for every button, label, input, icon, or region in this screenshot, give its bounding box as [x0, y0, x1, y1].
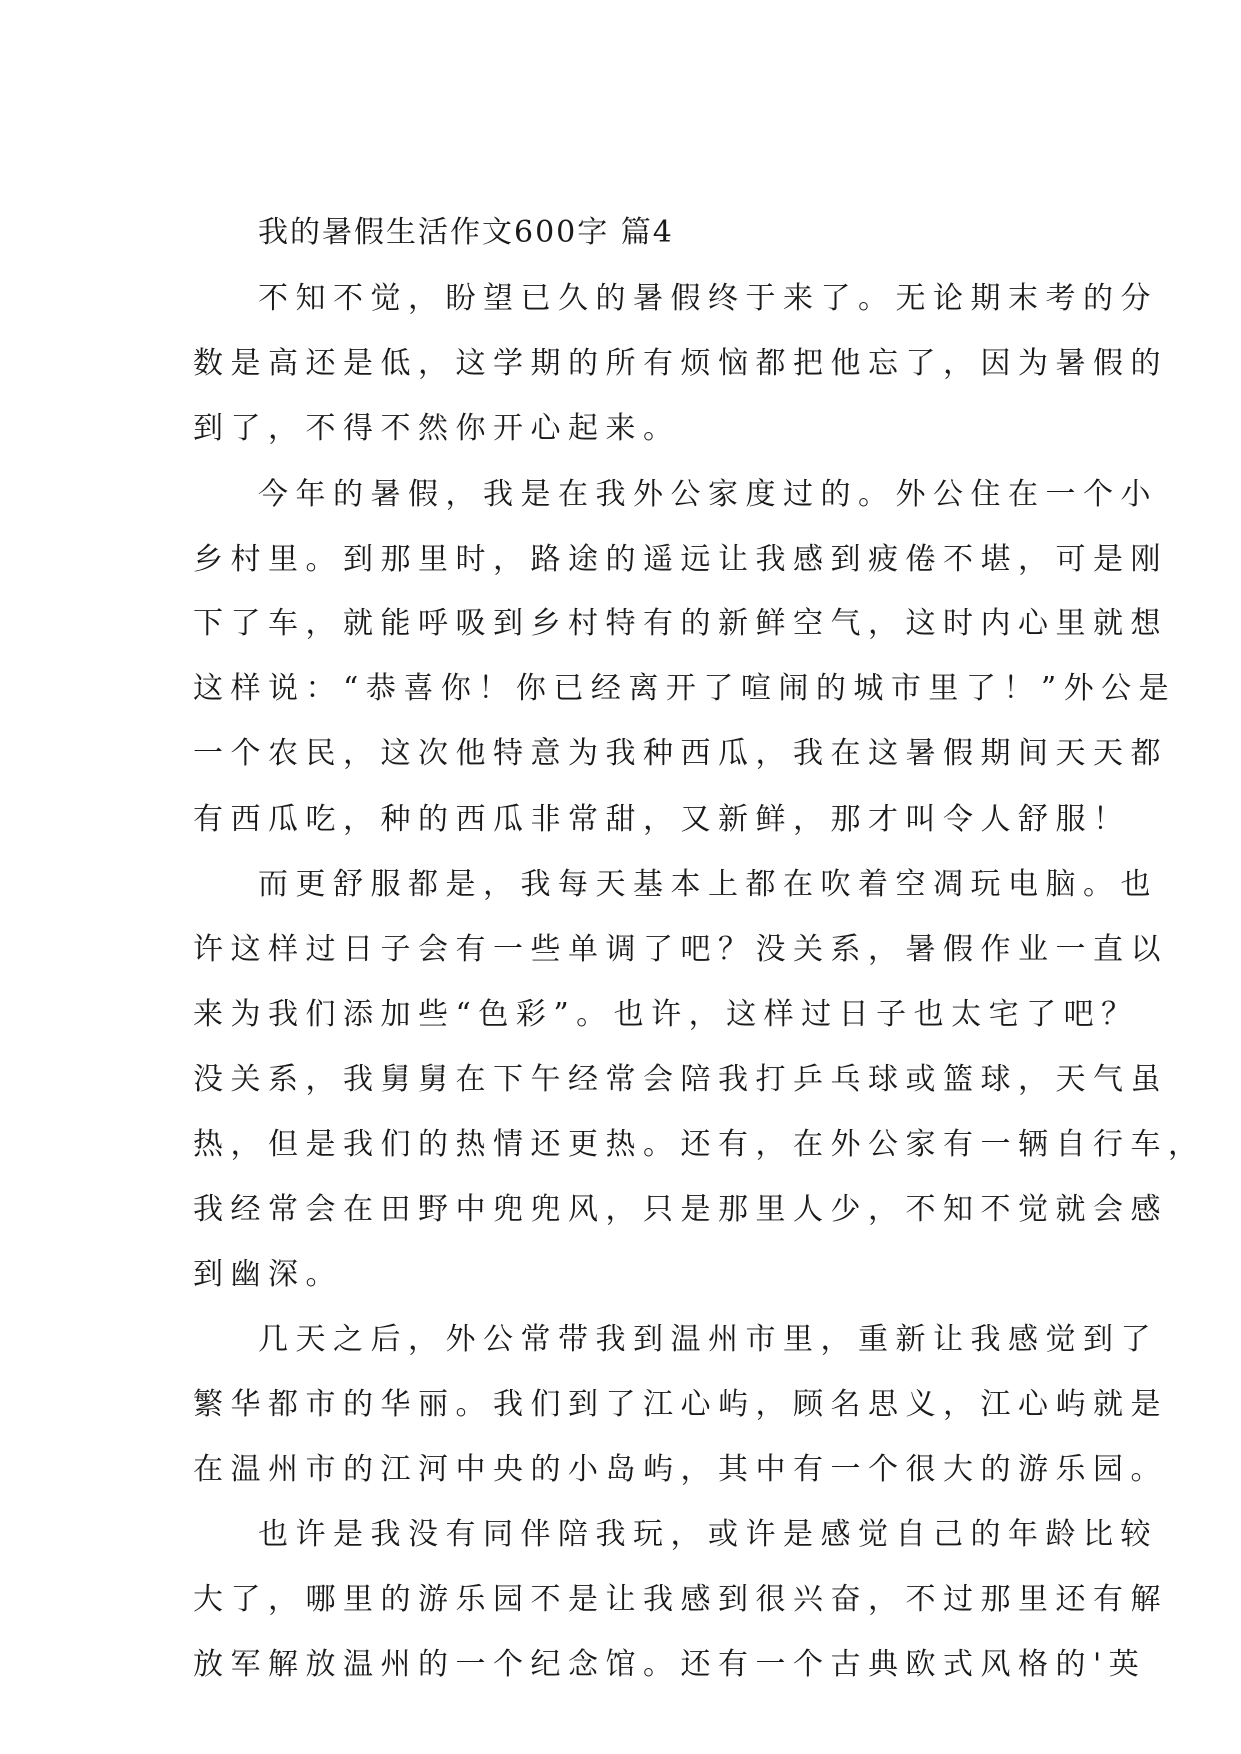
text-line: 几天之后，外公常带我到温州市里，重新让我感觉到了	[258, 1322, 1158, 1357]
text-line: 一个农民，这次他特意为我种西瓜，我在这暑假期间天天都	[193, 736, 1168, 771]
text-line: 不知不觉，盼望已久的暑假终于来了。无论期末考的分	[258, 281, 1158, 316]
text-line: 今年的暑假，我是在我外公家度过的。外公住在一个小	[258, 477, 1158, 512]
text-line: 大了，哪里的游乐园不是让我感到很兴奋，不过那里还有解	[193, 1582, 1168, 1617]
text-line: 也许是我没有同伴陪我玩，或许是感觉自己的年龄比较	[258, 1517, 1158, 1552]
text-line: 我经常会在田野中兜兜风，只是那里人少，不知不觉就会感	[193, 1192, 1168, 1227]
text-line: 没关系，我舅舅在下午经常会陪我打乒乓球或篮球，天气虽	[193, 1062, 1168, 1097]
text-line: 热，但是我们的热情还更热。还有，在外公家有一辆自行车，	[193, 1127, 1206, 1162]
text-line: 下了车，就能呼吸到乡村特有的新鲜空气，这时内心里就想	[193, 606, 1168, 641]
text-line: 这样说：“恭喜你！你已经离开了喧闹的城市里了！”外公是	[193, 671, 1177, 706]
text-line: 数是高还是低，这学期的所有烦恼都把他忘了，因为暑假的	[193, 346, 1168, 381]
text-line: 乡村里。到那里时，路途的遥远让我感到疲倦不堪，可是刚	[193, 542, 1168, 577]
text-line: 而更舒服都是，我每天基本上都在吹着空凋玩电脑。也	[258, 867, 1158, 902]
text-line: 到幽深。	[193, 1257, 343, 1292]
text-line: 许这样过日子会有一些单调了吧？没关系，暑假作业一直以	[193, 932, 1168, 967]
text-line: 繁华都市的华丽。我们到了江心屿，顾名思义，江心屿就是	[193, 1387, 1168, 1422]
text-line: 有西瓜吃，种的西瓜非常甜，又新鲜，那才叫令人舒服！	[193, 802, 1131, 837]
text-line: 放军解放温州的一个纪念馆。还有一个古典欧式风格的'英	[193, 1647, 1147, 1682]
text-line: 到了，不得不然你开心起来。	[193, 411, 681, 446]
essay-title: 我的暑假生活作文600字 篇4	[258, 215, 674, 250]
text-line: 在温州市的江河中央的小岛屿，其中有一个很大的游乐园。	[193, 1452, 1168, 1487]
text-line: 来为我们添加些“色彩”。也许，这样过日子也太宅了吧？	[193, 997, 1139, 1032]
